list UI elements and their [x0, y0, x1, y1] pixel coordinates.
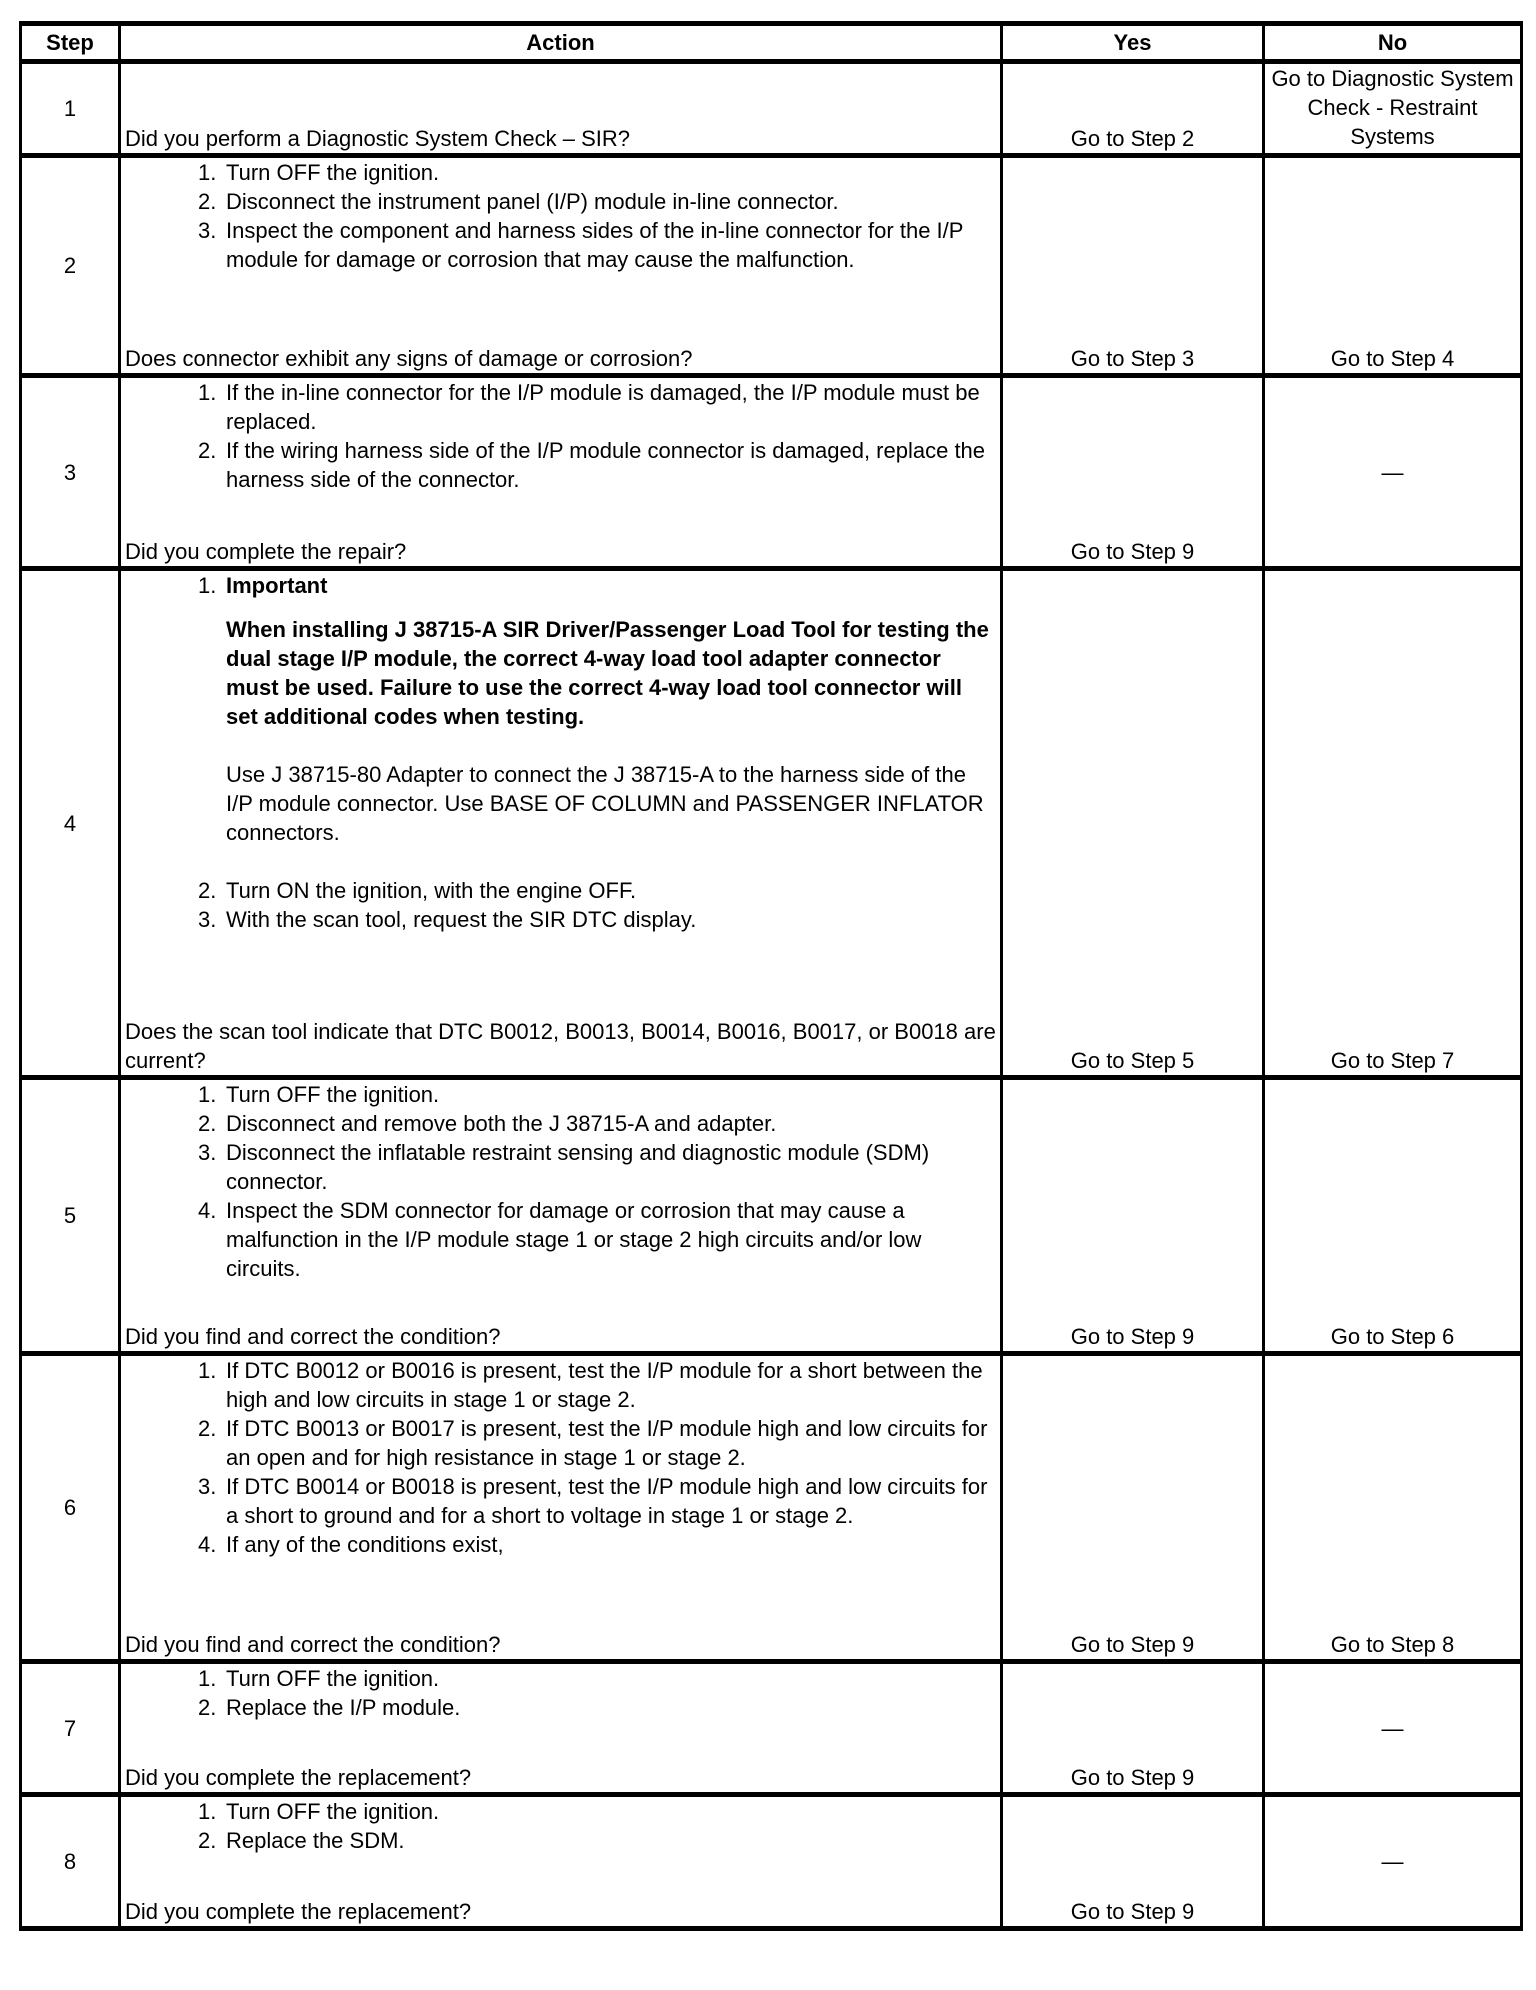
action-content — [125, 1664, 998, 1792]
list-item — [125, 905, 998, 934]
list-item — [125, 571, 998, 847]
question-text: Does the scan tool indicate that DTC B0012, B0013, B0014, B0016, B0017, or B0018 are current? — [125, 1019, 996, 1073]
step-list — [125, 1664, 998, 1722]
item-number: 3. — [198, 907, 217, 932]
item-text: Disconnect and remove both the J 38715-A and adapter. — [226, 1111, 777, 1136]
item-number: 3. — [198, 1474, 217, 1499]
list-item — [125, 187, 998, 216]
step-number: 8 — [21, 1795, 120, 1929]
step-list — [125, 1080, 998, 1283]
action-cell — [120, 376, 1002, 569]
question-text: Did you complete the replacement? — [125, 1765, 472, 1790]
list-item — [125, 1826, 998, 1855]
list-item — [125, 1109, 998, 1138]
step-number: 3 — [21, 376, 120, 569]
action-cell — [120, 1795, 1002, 1929]
question-text: Did you find and correct the condition? — [125, 1632, 501, 1657]
list-item — [125, 1356, 998, 1414]
table-row — [21, 376, 1522, 569]
list-item — [125, 216, 998, 274]
list-item — [125, 1472, 998, 1530]
yes-outcome: Go to Step 3 — [1002, 156, 1264, 376]
item-text: Disconnect the inflatable restraint sensing and diagnostic module (SDM) connector. — [226, 1140, 930, 1194]
item-text: If the wiring harness side of the I/P module connector is damaged, replace the harness side of the connector. — [226, 438, 986, 492]
table-row — [21, 1354, 1522, 1662]
item-text: If the in-line connector for the I/P module is damaged, the I/P module must be replaced. — [226, 380, 980, 434]
yes-outcome: Go to Step 9 — [1002, 1795, 1264, 1929]
yes-outcome: Go to Step 9 — [1002, 1662, 1264, 1795]
item-number: 2. — [198, 1828, 217, 1853]
header-step: Step — [21, 24, 120, 62]
list-item — [125, 1693, 998, 1722]
item-text: Replace the I/P module. — [226, 1695, 461, 1720]
list-item — [125, 1664, 998, 1693]
header-yes: Yes — [1002, 24, 1264, 62]
action-content — [125, 1797, 998, 1926]
question-text: Did you find and correct the condition? — [125, 1324, 501, 1349]
item-text: Turn ON the ignition, with the engine OFF. — [226, 878, 637, 903]
item-number: 1. — [198, 1358, 217, 1383]
item-number: 3. — [198, 1140, 217, 1165]
action-content — [125, 1080, 998, 1351]
item-number: 1. — [198, 573, 217, 598]
action-cell — [120, 1354, 1002, 1662]
step-number: 5 — [21, 1078, 120, 1354]
no-outcome: — — [1264, 376, 1522, 569]
question-text: Does connector exhibit any signs of damage or corrosion? — [125, 346, 693, 371]
step-list — [125, 378, 998, 494]
item-text: Inspect the component and harness sides of the in-line connector for the I/P module for damage or corrosion that may cause the malfunction. — [226, 218, 964, 272]
table-row — [21, 156, 1522, 376]
item-text: If DTC B0013 or B0017 is present, test the I/P module high and low circuits for an open and for high resistance in stage 1 or stage 2. — [226, 1416, 988, 1470]
no-outcome: Go to Step 6 — [1264, 1078, 1522, 1354]
item-number: 2. — [198, 438, 217, 463]
list-item — [125, 378, 998, 436]
action-content — [125, 64, 998, 153]
no-outcome: Go to Step 4 — [1264, 156, 1522, 376]
list-item — [125, 1797, 998, 1826]
item-text: Disconnect the instrument panel (I/P) module in-line connector. — [226, 189, 839, 214]
item-text: With the scan tool, request the SIR DTC display. — [226, 907, 697, 932]
action-cell — [120, 1662, 1002, 1795]
item-text: Replace the SDM. — [226, 1828, 405, 1853]
note-text: Use J 38715-80 Adapter to connect the J 38715-A to the harness side of the I/P module connector. Use BASE OF COLUMN and PASSENGER INFLATOR connectors. — [226, 762, 984, 845]
no-outcome: — — [1264, 1662, 1522, 1795]
item-text: Turn OFF the ignition. — [226, 1082, 440, 1107]
question-text: Did you complete the repair? — [125, 539, 407, 564]
list-item — [125, 158, 998, 187]
table-row — [21, 1795, 1522, 1929]
item-number: 2. — [198, 189, 217, 214]
action-steps — [125, 378, 998, 494]
item-number: 2. — [198, 878, 217, 903]
item-text: Inspect the SDM connector for damage or corrosion that may cause a malfunction in the I/P module stage 1 or stage 2 high circuits and/or low circuits. — [226, 1198, 922, 1281]
item-text: Turn OFF the ignition. — [226, 1799, 440, 1824]
action-cell — [120, 62, 1002, 156]
action-steps — [125, 571, 998, 934]
important-block — [226, 571, 998, 847]
item-number: 1. — [198, 160, 217, 185]
table-row — [21, 1078, 1522, 1354]
action-cell — [120, 569, 1002, 1078]
item-number: 4. — [198, 1532, 217, 1557]
list-item — [125, 1414, 998, 1472]
action-content — [125, 1356, 998, 1659]
diagnostic-table — [19, 21, 1523, 1931]
item-number: 2. — [198, 1416, 217, 1441]
list-item — [125, 876, 998, 905]
table-row — [21, 62, 1522, 156]
list-item — [125, 1530, 998, 1559]
no-outcome: Go to Step 7 — [1264, 569, 1522, 1078]
action-content — [125, 158, 998, 373]
step-number: 1 — [21, 62, 120, 156]
header-action: Action — [120, 24, 1002, 62]
item-number: 1. — [198, 380, 217, 405]
action-content — [125, 571, 998, 1075]
yes-outcome: Go to Step 5 — [1002, 569, 1264, 1078]
item-text: If any of the conditions exist, — [226, 1532, 504, 1557]
list-item — [125, 1138, 998, 1196]
item-number: 1. — [198, 1799, 217, 1824]
action-steps — [125, 1356, 998, 1559]
yes-outcome: Go to Step 9 — [1002, 1354, 1264, 1662]
list-item — [125, 1080, 998, 1109]
action-steps — [125, 1664, 998, 1722]
action-steps — [125, 1797, 998, 1855]
step-number: 6 — [21, 1354, 120, 1662]
item-number: 1. — [198, 1082, 217, 1107]
item-number: 2. — [198, 1695, 217, 1720]
yes-outcome: Go to Step 2 — [1002, 62, 1264, 156]
action-steps — [125, 1080, 998, 1283]
step-list — [125, 158, 998, 274]
no-outcome: — — [1264, 1795, 1522, 1929]
item-text: Turn OFF the ignition. — [226, 160, 440, 185]
action-steps — [125, 158, 998, 274]
action-cell — [120, 1078, 1002, 1354]
step-list — [125, 876, 998, 934]
step-number: 2 — [21, 156, 120, 376]
header-no: No — [1264, 24, 1522, 62]
no-outcome: Go to Diagnostic System Check - Restraint Systems — [1264, 62, 1522, 156]
step-number: 7 — [21, 1662, 120, 1795]
question-text: Did you perform a Diagnostic System Check – SIR? — [125, 126, 630, 151]
step-number: 4 — [21, 569, 120, 1078]
no-outcome: Go to Step 8 — [1264, 1354, 1522, 1662]
action-content — [125, 378, 998, 566]
item-number: 4. — [198, 1198, 217, 1223]
table-row — [21, 569, 1522, 1078]
item-number: 2. — [198, 1111, 217, 1136]
step-list — [125, 1356, 998, 1559]
item-number: 3. — [198, 218, 217, 243]
header-row — [21, 24, 1522, 62]
important-label: Important — [226, 573, 328, 598]
list-item — [125, 436, 998, 494]
item-text: If DTC B0012 or B0016 is present, test the I/P module for a short between the high and low circuits in stage 1 or stage 2. — [226, 1358, 983, 1412]
question-text: Did you complete the replacement? — [125, 1899, 472, 1924]
action-cell — [120, 156, 1002, 376]
item-number: 1. — [198, 1666, 217, 1691]
yes-outcome: Go to Step 9 — [1002, 376, 1264, 569]
important-text: When installing J 38715-A SIR Driver/Passenger Load Tool for testing the dual stage I/P module, the correct 4-way load tool adapter connector must be used. Failure to use the correct 4-way load tool connector will set additional codes when testing. — [226, 617, 989, 729]
list-item — [125, 1196, 998, 1283]
yes-outcome: Go to Step 9 — [1002, 1078, 1264, 1354]
item-text: Turn OFF the ignition. — [226, 1666, 440, 1691]
table-row — [21, 1662, 1522, 1795]
item-text: If DTC B0014 or B0018 is present, test the I/P module high and low circuits for a short to ground and for a short to voltage in stage 1 or stage 2. — [226, 1474, 988, 1528]
step-list — [125, 1797, 998, 1855]
